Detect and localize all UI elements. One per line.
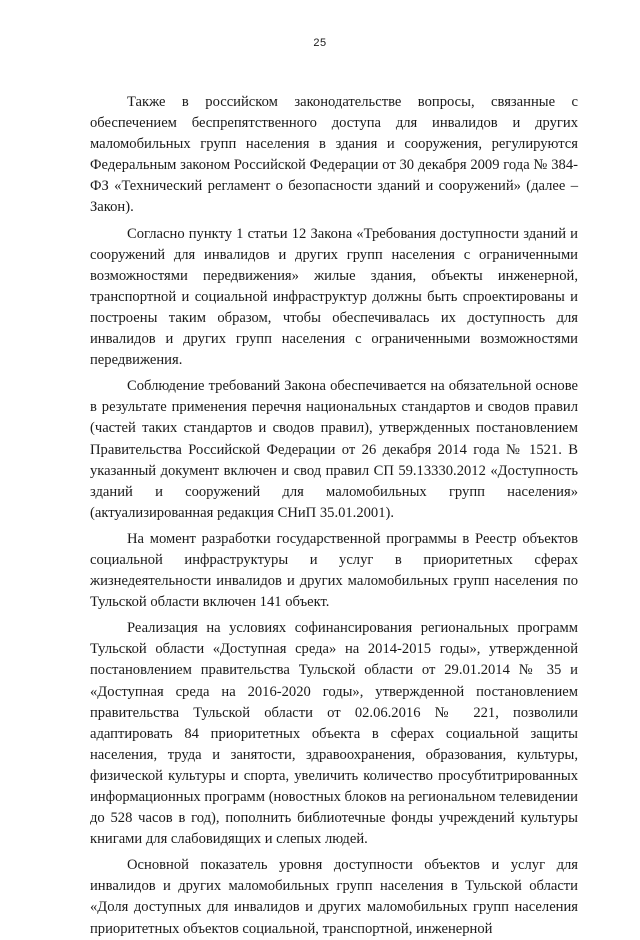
paragraph: Согласно пункту 1 статьи 12 Закона «Требования доступности зданий и сооружений для инвалидов и других групп населения с ограниченными возможностями передвижения» жилые здания, объекты инженерной, транспортной и социальной инфраструктур должны быть спроектированы и построены таким образом, чтобы обеспечивалась их доступность для инвалидов и других групп населения с ограниченными возможностями передвижения. <box>90 225 578 369</box>
paragraph: Соблюдение требований Закона обеспечивается на обязательной основе в результате применения перечня национальных стандартов и сводов правил (частей таких стандартов и сводов правил), утвержденных постановлением Правительства Российской Федерации от 26 декабря 2014 года № 1521. В указанный документ включен и свод правил СП 59.13330.2012 «Доступность зданий и сооружений для маломобильных групп населения» (актуализированная редакция СНиП 35.01.2001). <box>90 378 578 521</box>
page-number: 25 <box>313 37 327 49</box>
paragraph: Реализация на условиях софинансирования региональных программ Тульской области «Доступная среда» на 2014-2015 годы», утвержденной постановлением правительства Тульской области от 29.01.2014 № 35 и «Доступная среда на 2016-2020 годы», утвержденной постановлением правительства Тульской области от 02.06.2016 № 221, позволили адаптировать 84 приоритетных объекта в сферах социальной защиты населения, труда и занятости, здравоохранения, образования, культуры, физической культуры и спорта, увеличить количество просубтитрированных информационных программ (новостных блоков на региональном телевидении до 528 часов в год), пополнить библиотечные фонды учреждений культуры книгами для слабовидящих и слепых людей. <box>90 620 578 848</box>
paragraph: На момент разработки государственной программы в Реестр объектов социальной инфраструктуры и услуг в приоритетных сферах жизнедеятельности инвалидов и других маломобильных групп населения по Тульской области включен 141 объект. <box>90 530 578 611</box>
document-body <box>90 92 578 940</box>
paragraph: Основной показатель уровня доступности объектов и услуг для инвалидов и других маломобильных групп населения в Тульской области «Доля доступных для инвалидов и других маломобильных групп населения приоритетных объектов социальной, транспортной, инженерной <box>90 857 578 937</box>
paragraph: Также в российском законодательстве вопросы, связанные с обеспечением беспрепятственного доступа для инвалидов и других маломобильных групп населения в здания и сооружения, регулируются Федеральным законом Российской Федерации от 30 декабря 2009 года № 384-ФЗ «Технический регламент о безопасности зданий и сооружений» (далее – Закон). <box>90 94 578 216</box>
